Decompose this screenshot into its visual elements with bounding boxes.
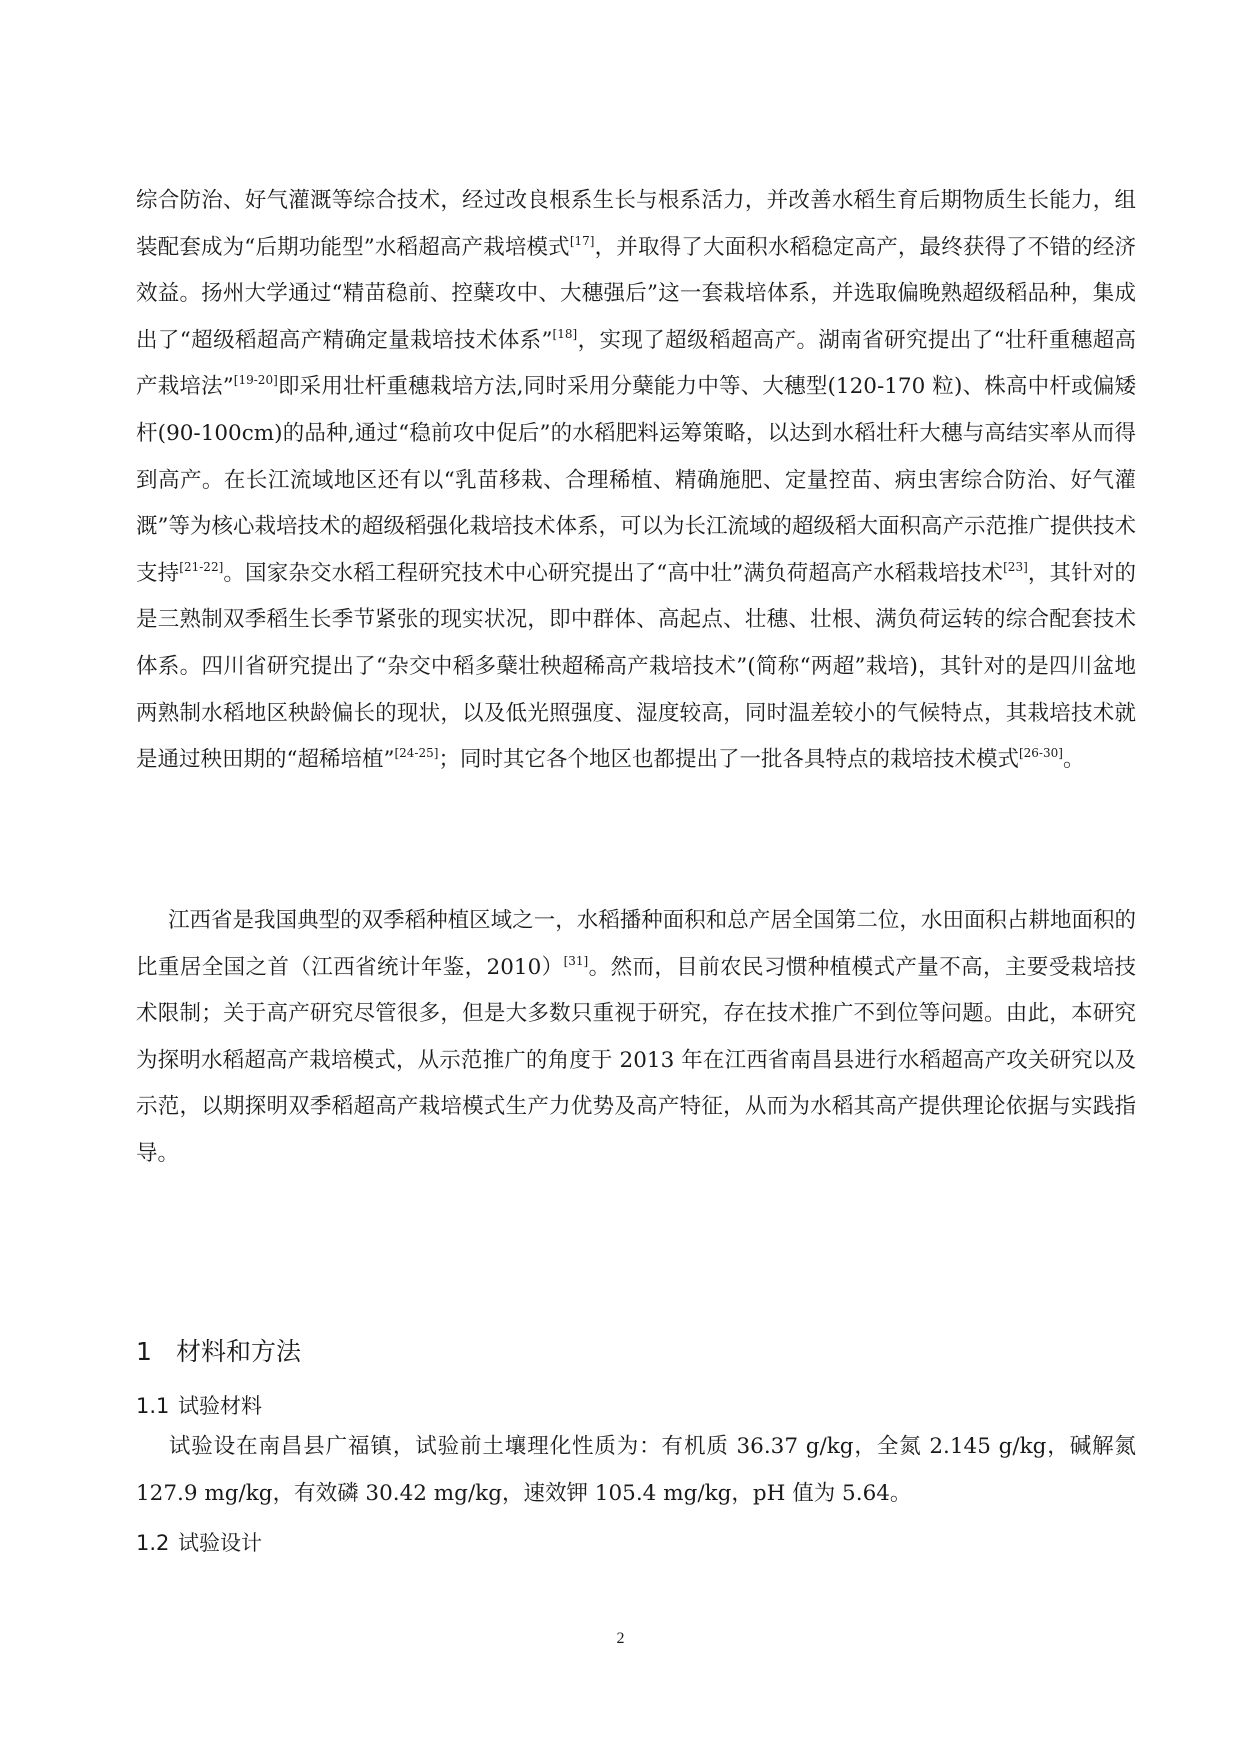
citation[interactable]: [26-30] — [1018, 746, 1063, 761]
body-paragraph — [136, 178, 1136, 784]
body-paragraph — [136, 898, 1136, 1178]
subsection-title: 试验设计 — [178, 1531, 262, 1555]
section-title: 材料和方法 — [176, 1337, 302, 1366]
citation[interactable]: [18] — [552, 326, 578, 341]
paragraph-text: 江西省是我国典型的双季稻种植区域之一，水稻播种面积和总产居全国第二位，水田面积占耕地面积的比重居全国之首（江西省统计年鉴，2010） — [136, 908, 1136, 980]
citation[interactable]: [24-25] — [394, 746, 439, 761]
paragraph-text: 。国家杂交水稻工程研究技术中心研究提出了“高中壮”满负荷超高产水稻栽培技术 — [223, 560, 1004, 586]
paragraph-text: ，并取得了大面积水稻稳定高产，最终获得了不错的经济效益。扬州大学通过“精苗稳前、控蘖攻中、大穗强后”这一套栽培体系，并选取偏晚熟超级稻品种，集成出了“超级稻超高产精确定量栽培技术体系” — [136, 234, 1136, 353]
subsection-heading — [136, 1528, 262, 1558]
paragraph-text: 综合防治、好气灌溉等综合技术，经过改良根系生长与根系活力，并改善水稻生育后期物质生长能力，组装配套成为“后期功能型”水稻超高产栽培模式 — [136, 188, 1136, 260]
paragraph-text: ；同时其它各个地区也都提出了一批各具特点的栽培技术模式 — [438, 747, 1019, 773]
paragraph-text: 。然而，目前农民习惯种植模式产量不高，主要受栽培技术限制；关于高产研究尽管很多，但是大多数只重视于研究，存在技术推广不到位等问题。由此，本研究为探明水稻超高产栽培模式，从示范推广的角度于 2013 年在江西省南昌县进行水稻超高产攻关研究以及示范，以期探明双季稻超高产栽培模式生产力优势及高产特征，从而为水稻其高产提供理论依据与实践指导。 — [136, 954, 1136, 1166]
citation[interactable]: [19-20] — [233, 373, 278, 388]
page-number: 2 — [616, 1630, 625, 1647]
citation[interactable]: [17] — [569, 233, 595, 248]
citation[interactable]: [23] — [1003, 559, 1028, 574]
paragraph-text: 。 — [1062, 747, 1085, 773]
paragraph-text: ，实现了超级稻超高产。湖南省研究提出了“壮秆重穗超高产栽培法” — [136, 327, 1136, 400]
body-paragraph — [136, 1424, 1136, 1517]
citation[interactable]: [31] — [563, 953, 589, 968]
paragraph-text: 即采用壮杆重穗栽培方法,同时采用分蘖能力中等、大穗型(120-170 粒)、株高中杆或偏矮杆(90-100cm)的品种,通过“稳前攻中促后”的水稻肥料运筹策略，以达到水稻壮秆大穗与高结实率从而得到高产。在长江流域地区还有以“乳苗移栽、合理稀植、精确施肥、定量控苗、病虫害综合防治、好气灌溉”等为核心栽培技术的超级稻强化栽培技术体系，可以为长江流域的超级稻大面积高产示范推广提供技术支持 — [136, 374, 1136, 586]
subsection-title: 试验材料 — [178, 1394, 262, 1418]
section-number: 1 — [136, 1337, 152, 1366]
paragraph-text: ，其针对的是三熟制双季稻生长季节紧张的现实状况，即中群体、高起点、壮穗、壮根、满负荷运转的综合配套技术体系。四川省研究提出了“杂交中稻多蘖壮秧超稀高产栽培技术”(简称“两超”栽培)，其针对的是四川盆地两熟制水稻地区秧龄偏长的现状，以及低光照强度、湿度较高，同时温差较小的气候特点，其栽培技术就是通过秧田期的“超稀培植” — [136, 560, 1136, 773]
paragraph-text: 试验设在南昌县广福镇，试验前土壤理化性质为：有机质 36.37 g/kg，全氮 2.145 g/kg，碱解氮 127.9 mg/kg，有效磷 30.42 mg/kg，速效钾 105.4 mg/kg，pH 值为 5.64。 — [136, 1434, 1136, 1506]
section-heading — [136, 1335, 301, 1369]
subsection-number: 1.2 — [136, 1531, 170, 1555]
subsection-heading — [136, 1391, 262, 1421]
subsection-number: 1.1 — [136, 1394, 170, 1418]
citation[interactable]: [21-22] — [179, 559, 224, 574]
